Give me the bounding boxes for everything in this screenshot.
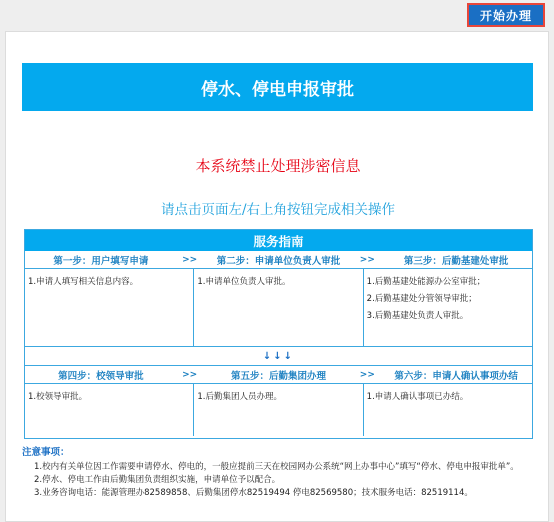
step-4-content (25, 384, 194, 436)
step-5-item: 1.后勤集团人员办理。 (197, 392, 282, 402)
step-5-label: 第五步：后勤集团办理 (231, 370, 327, 382)
form-paper (5, 31, 549, 522)
note-item: 2.停水、停电工作由后勤集团负责组织实施，申请单位予以配合。 (34, 475, 281, 485)
down-arrows: ↓↓↓ (25, 347, 532, 366)
start-processing-button[interactable]: 开始办理 (467, 3, 545, 27)
note-item: 3.业务咨询电话：能源管理办82589858、后勤集团停水82519494 停电82569580；技术服务电话：82519114。 (34, 488, 473, 498)
content-row-2 (25, 384, 532, 436)
service-guide-title: 服务指南 (25, 230, 532, 251)
step-3-item: 2.后勤基建处分管领导审批； (366, 294, 477, 304)
notes-section (22, 444, 537, 500)
service-guide (24, 229, 533, 439)
page-title: 停水、停电申报审批 (22, 63, 533, 111)
security-warning: 本系统禁止处理涉密信息 (195, 157, 361, 175)
step-3-item: 1.后勤基建处能源办公室审批； (366, 277, 486, 287)
step-3-label: 第三步：后勤基建处审批 (403, 255, 509, 267)
step-1-item: 1.申请人填写相关信息内容。 (28, 277, 139, 287)
step-3-content (364, 269, 532, 346)
step-2-content (194, 269, 363, 346)
next-arrow: >> (359, 254, 375, 265)
instruction-text: 请点击页面左/右上角按钮完成相关操作 (160, 202, 396, 218)
step-2-item: 1.申请单位负责人审批。 (197, 277, 291, 287)
step-1-label: 第一步：用户填写申请 (53, 255, 149, 267)
content-row-1 (25, 269, 532, 347)
notes-title: 注意事项： (22, 447, 70, 458)
step-4-label: 第四步：校领导审批 (58, 370, 144, 382)
next-arrow: >> (359, 369, 375, 380)
step-2-label: 第二步：申请单位负责人审批 (216, 255, 341, 267)
step-6-content (364, 384, 532, 436)
step-5-content (194, 384, 363, 436)
step-row-1 (25, 251, 532, 269)
next-arrow: >> (182, 369, 198, 380)
step-1-content (25, 269, 194, 346)
step-3-item: 3.后勤基建处负责人审批。 (366, 311, 469, 321)
step-row-2 (25, 366, 532, 384)
next-arrow: >> (182, 254, 198, 265)
note-item: 1.校内有关单位因工作需要申请停水、停电的，一般应提前三天在校园网办公系统“网上办事中心”填写“停水、停电申报审批单”。 (34, 462, 519, 472)
step-6-item: 1.申请人确认事项已办结。 (366, 392, 469, 402)
step-4-item: 1.校领导审批。 (28, 392, 88, 402)
step-6-label: 第六步：申请人确认事项办结 (394, 370, 518, 382)
